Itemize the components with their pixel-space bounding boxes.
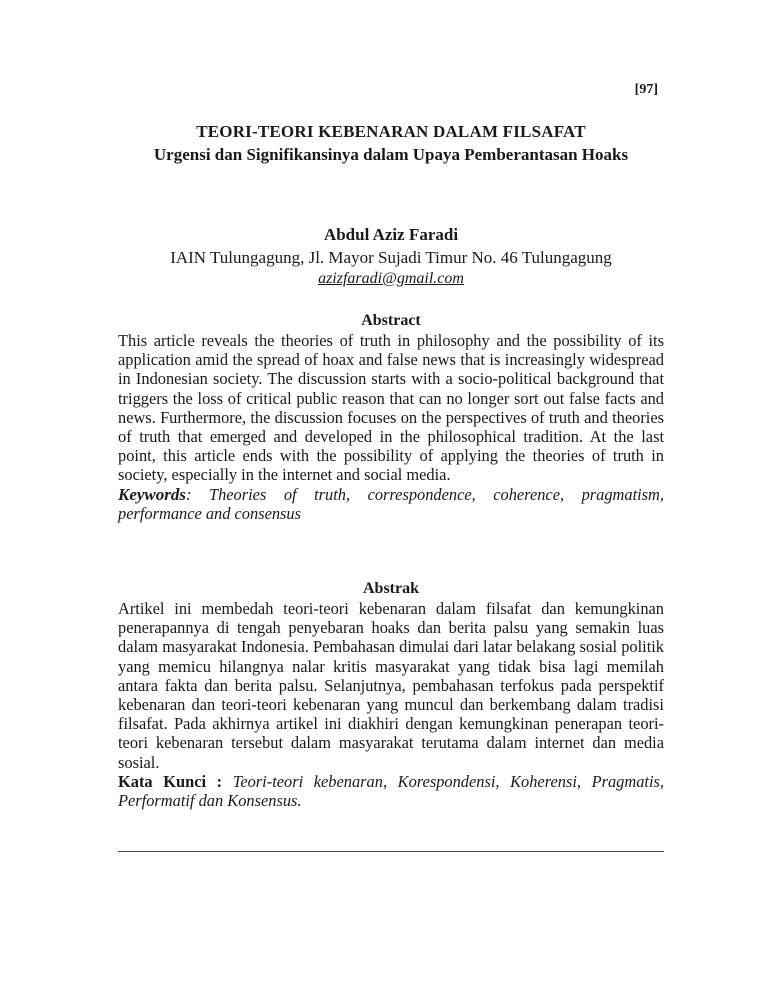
kata-kunci-list: Teori-teori kebenaran, Korespondensi, Koherensi, Pragmatis, Performatif dan Konsensus. <box>118 771 664 811</box>
abstract-english <box>118 331 664 523</box>
author-email-link[interactable]: azizfaradi@gmail.com <box>318 270 464 287</box>
horizontal-rule <box>118 851 664 852</box>
kata-kunci-label: Kata Kunci : <box>118 771 233 791</box>
abstract-indonesian <box>118 599 664 810</box>
article-subtitle: Urgensi dan Signifikansinya dalam Upaya Pemberantasan Hoaks <box>153 145 629 164</box>
abstract-body: This article reveals the theories of truth in philosophy and the possibility of its application amid the spread of hoax and false news that is increasingly widespread in Indonesian society. The discussion starts with a socio-political background that triggers the loss of critical public reason that can no longer sort out false facts and news. Furthermore, the discussion focuses on the perspectives of truth and theories of truth that emerged and developed in the philosophical tradition. At the last point, this article ends with the possibility of applying the theories of truth in society, especially in the internet and social media. <box>118 331 664 485</box>
keywords-list: : Theories of truth, correspondence, coherence, pragmatism, performance and consensus <box>118 484 664 523</box>
kata-kunci-line <box>118 772 664 810</box>
keywords-line <box>118 485 664 523</box>
abstrak-body: Artikel ini membedah teori-teori kebenaran dalam filsafat dan kemungkinan penerapannya di tengah penyebaran hoaks dan berita palsu yang semakin luas dalam masyarakat Indonesia. Pembahasan dimulai dari latar belakang sosial politik yang memicu hilangnya nalar kritis masyarakat yang tidak bisa lagi memilah antara fakta dan berita palsu. Selanjutnya, pembahasan terfokus pada perspektif kebenaran dan teori-teori kebenaran yang muncul dan berkembang dalam tradisi filsafat. Pada akhirnya artikel ini diakhiri dengan kemungkinan penerapan teori-teori kebenaran tersebut dalam masyarakat terutama dalam internet dan media sosial. <box>118 599 664 772</box>
abstrak-heading: Abstrak <box>362 580 419 597</box>
abstract-heading: Abstract <box>361 312 421 329</box>
keywords-label: Keywords <box>118 484 186 504</box>
article-title: TEORI-TEORI KEBENARAN DALAM FILSAFAT <box>196 122 586 141</box>
author-affiliation: IAIN Tulungagung, Jl. Mayor Sujadi Timur No. 46 Tulungagung <box>170 248 612 267</box>
page-number: [97] <box>634 82 658 97</box>
author-name: Abdul Aziz Faradi <box>323 225 459 244</box>
